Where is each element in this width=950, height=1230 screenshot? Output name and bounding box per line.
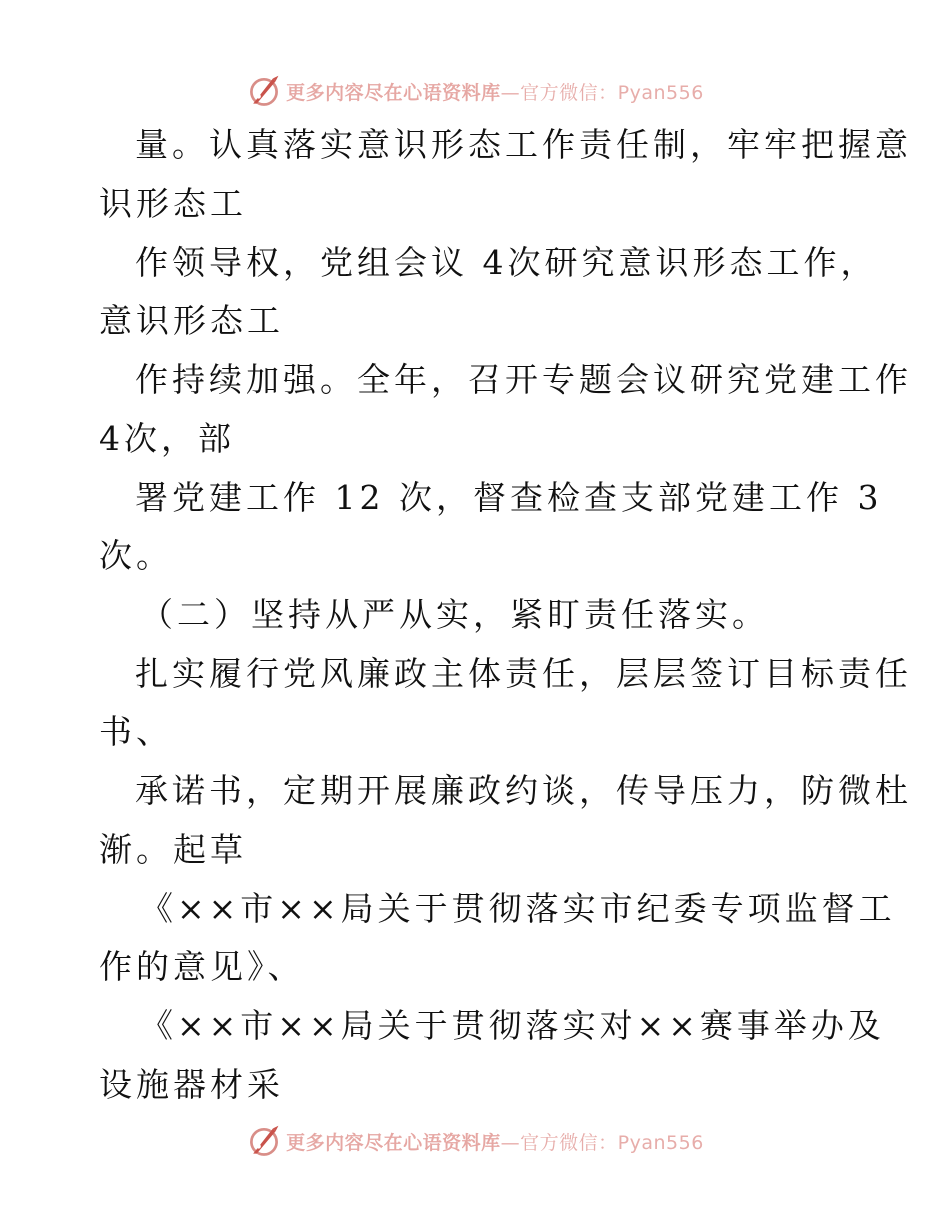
text-line: 渐。起草: [99, 830, 247, 869]
text-line: 识形态工: [99, 184, 247, 223]
watermark-contact: —官方微信：Pyan556: [500, 81, 704, 104]
quill-pen-logo-icon: [246, 1123, 282, 1159]
watermark-contact: —官方微信：Pyan556: [500, 1131, 704, 1154]
text-line: 设施器材采: [99, 1065, 284, 1104]
text-line: 扎实履行党风廉政主体责任，层层签订目标责任: [135, 654, 912, 693]
text-line: 《××市××局关于贯彻落实对××赛事举办及: [140, 1006, 885, 1045]
section-heading: （二）坚持从严从实，紧盯责任落实。: [140, 595, 769, 634]
text-line: 署党建工作 12 次，督查检查支部党建工作 3: [135, 478, 883, 517]
text-line: 作的意见》、: [99, 947, 305, 986]
text-line: 书、: [99, 712, 173, 751]
watermark-brand: 更多内容尽在心语资料库: [286, 1131, 501, 1154]
watermark-text: [286, 1128, 704, 1155]
text-line: 4次，部: [99, 419, 235, 458]
text-line: 承诺书，定期开展廉政约谈，传导压力，防微杜: [135, 771, 912, 810]
text-line: 意识形态工: [99, 301, 284, 340]
text-line: 作持续加强。全年，召开专题会议研究党建工作: [135, 360, 912, 399]
footer-watermark: [0, 1121, 950, 1161]
text-line: 量。认真落实意识形态工作责任制，牢牢把握意: [135, 125, 912, 164]
watermark-brand: 更多内容尽在心语资料库: [286, 81, 501, 104]
text-line: 作领导权，党组会议 4次研究意识形态工作，: [135, 243, 878, 282]
text-line: 《××市××局关于贯彻落实市纪委专项监督工: [140, 889, 896, 928]
text-line: 次。: [99, 536, 173, 575]
